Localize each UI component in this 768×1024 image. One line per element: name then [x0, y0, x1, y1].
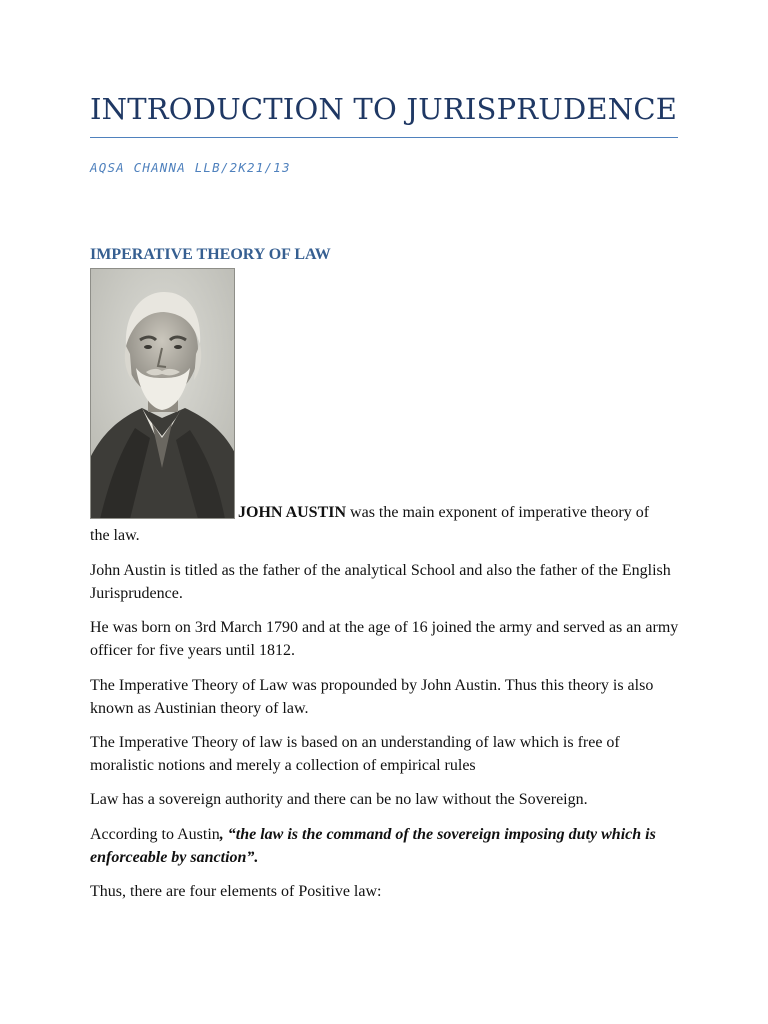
paragraph-four-elements: Thus, there are four elements of Positive law: — [90, 883, 382, 900]
intro-line-first — [238, 502, 649, 525]
intro-line-second: the law. — [90, 527, 140, 544]
paragraph-born: He was born on 3rd March 1790 and at the age of 16 joined the army and served as an army officer for five years until 1812. — [90, 619, 679, 659]
intro-line-rest: was the main exponent of imperative theory of — [346, 504, 650, 521]
paragraph-sovereign-authority: Law has a sovereign authority and there can be no law without the Sovereign. — [90, 791, 588, 808]
paragraph-propounded: The Imperative Theory of Law was propounded by John Austin. Thus this theory is also known as Austinian theory of law. — [90, 677, 654, 717]
document-title: INTRODUCTION TO JURISPRUDENCE — [90, 92, 678, 126]
quote-lead: According to Austin — [90, 826, 220, 843]
portrait-photo-john-austin — [90, 268, 235, 519]
quote-text: , “the law is the command of the sovereign imposing duty which is enforceable by sanction”. — [90, 826, 656, 866]
document-subtitle: AQSA CHANNA LLB/2K21/13 — [90, 160, 291, 175]
section-heading: IMPERATIVE THEORY OF LAW — [90, 246, 331, 263]
paragraph-definition-quote — [90, 824, 680, 869]
author-name: JOHN AUSTIN — [238, 504, 347, 521]
paragraph-based-on: The Imperative Theory of law is based on an understanding of law which is free of moralistic notions and merely a collection of empirical rules — [90, 734, 620, 774]
paragraph-father-analytical: John Austin is titled as the father of the analytical School and also the father of the English Jurisprudence. — [90, 562, 671, 602]
title-divider — [90, 137, 678, 138]
portrait-image — [90, 268, 235, 519]
